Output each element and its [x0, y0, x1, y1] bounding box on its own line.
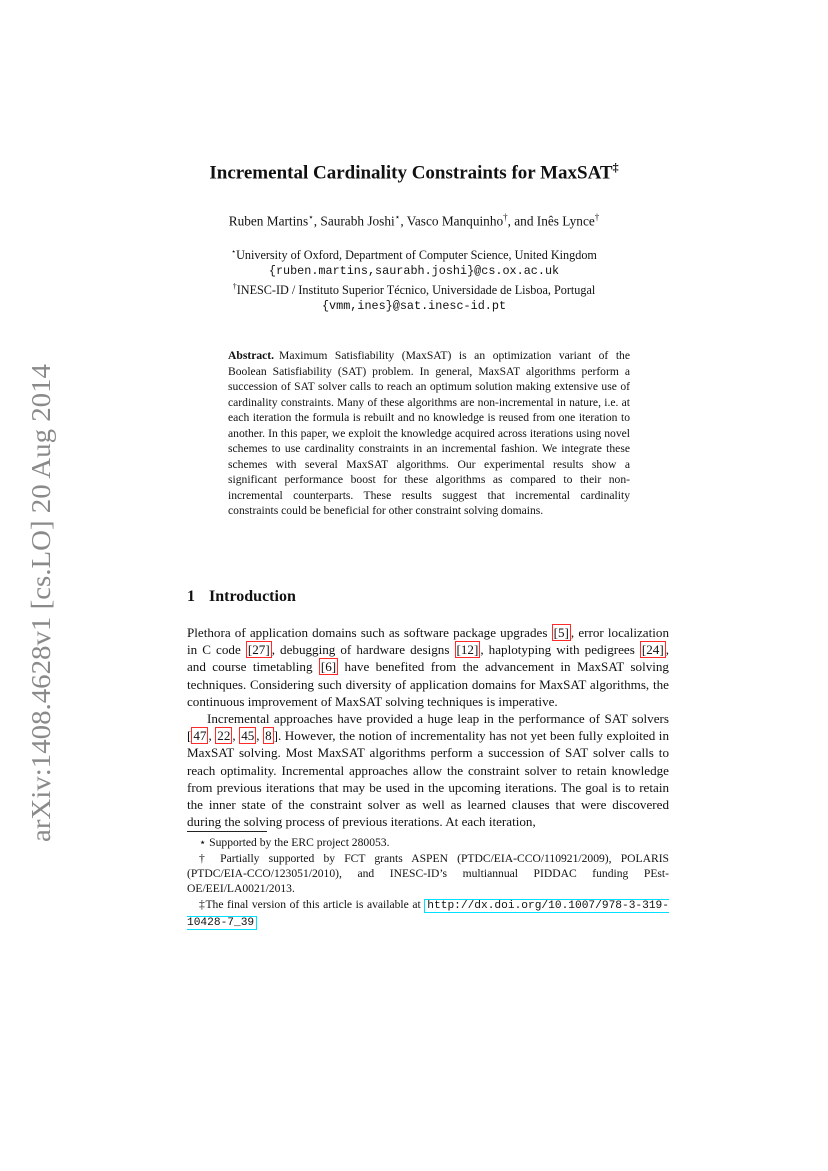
citation-link[interactable]: [5]: [553, 625, 569, 640]
abstract-text: Maximum Satisfiability (MaxSAT) is an optimization variant of the Boolean Satisfiability (SAT) problem. In general, MaxSAT algorithms perform a succession of SAT solver calls to reach an optimum solution making extensive use of cardinality constraints. Many of these algorithms are non-incremental in nature, i.e. at each iteration the formula is rebuilt and no knowledge is reused from one iteration to another. In this paper, we exploit the knowledge acquired across iterations using novel schemes to use cardinality constraints in an incremental fashion. We integrate these schemes with several MaxSAT algorithms. Our experimental results show a significant performance boost for these algorithms as compared to their non-incremental counterparts. These results suggest that incremental cardinality constraints could be beneficial for other constraint solving domains.: [228, 349, 630, 517]
affiliation-line: [140, 279, 688, 298]
arxiv-stamp: [20, 362, 60, 842]
citation-link[interactable]: [6]: [320, 659, 337, 675]
footnote-rule: [187, 831, 267, 832]
footnote-mark: ⋆: [199, 836, 207, 849]
text-run: ,: [232, 728, 240, 744]
section-number: 1: [187, 588, 195, 605]
affiliation-mark: ⋆: [231, 247, 237, 256]
footnotes: [187, 835, 669, 932]
text-run: have benefited from the advancement in MaxSAT solving techniques. Considering such diversity of application domains for MaxSAT algorithms, the continuous improvement of MaxSAT solving techniques is imperative.: [187, 659, 669, 709]
text-run: ,: [208, 728, 216, 744]
affiliation-line: [140, 244, 688, 263]
author-name: Inês Lynce: [536, 213, 595, 229]
abstract-label: Abstract.: [228, 349, 275, 362]
title-footnote-mark: ‡: [612, 160, 619, 174]
citation-link[interactable]: 8: [265, 728, 272, 744]
footnote: [187, 851, 669, 896]
author-name: Vasco Manquinho: [406, 213, 504, 229]
citation-link[interactable]: 45: [241, 728, 255, 744]
paragraph: [187, 624, 669, 710]
title-text: Incremental Cardinality Constraints for MaxSAT: [209, 162, 613, 184]
author-name: Ruben Martins: [228, 213, 309, 229]
affiliations: [140, 244, 688, 314]
affiliation-text: INESC-ID / Instituto Superior Técnico, Universidade de Lisboa, Portugal: [236, 283, 596, 298]
citation-link[interactable]: [24]: [641, 642, 664, 658]
text-run: , debugging of hardware designs: [271, 642, 455, 658]
citation-link[interactable]: 47: [193, 728, 207, 744]
text-run: ,: [256, 728, 264, 744]
author-mark: ⋆: [394, 212, 401, 222]
footnote-text: Partially supported by FCT grants ASPEN (PTDC/EIA-CCO/110921/2009), POLARIS (PTDC/EIA-CCO/123051/2010), and INESC-ID’s multiannual PIDDAC funding PEst-OE/EEI/LA0021/2013.: [187, 852, 670, 895]
text-run: , error localization in C code: [187, 625, 669, 658]
footnote-mark: †: [199, 852, 212, 865]
affiliation-email: {vmm,ines}@sat.inesc-id.pt: [321, 299, 507, 314]
affiliation-mark: †: [232, 282, 237, 292]
author-mark: †: [594, 212, 600, 222]
citation-link[interactable]: 22: [217, 728, 231, 744]
text-run: Plethora of application domains such as software package upgrades: [187, 625, 552, 640]
text-run: Incremental approaches have provided a huge leap in the performance of SAT solvers [: [187, 711, 669, 744]
author-name: Saurabh Joshi: [320, 213, 395, 229]
intro-body: [187, 624, 669, 830]
affiliation-email: {ruben.martins,saurabh.joshi}@cs.ox.ac.uk: [268, 264, 560, 279]
paragraph: [187, 710, 669, 830]
footnote-text: Supported by the ERC project 280053.: [206, 836, 390, 849]
citation-link[interactable]: [27]: [247, 642, 270, 658]
footnote: [187, 897, 669, 931]
arxiv-id: arXiv:1408.4628v1 [cs.LO] 20 Aug 2014: [26, 395, 56, 842]
footnote-text: The final version of this article is available at: [205, 898, 425, 911]
section-title: Introduction: [209, 588, 296, 605]
abstract: [228, 348, 630, 519]
citation-link[interactable]: [12]: [456, 642, 479, 658]
footnote-mark: ‡: [199, 898, 206, 911]
author-mark: †: [503, 212, 508, 222]
doi-link[interactable]: http://dx.doi.org/10.1007/978-3-319-10428-7_39: [187, 900, 669, 929]
section-heading: [187, 588, 296, 606]
text-run: , haplotyping with pedigrees: [480, 642, 640, 658]
text-run: ]. However, the notion of incrementality has not yet been fully exploited in MaxSAT solving. Most MaxSAT algorithms perform a succession of SAT solver calls to reach optimality. Incremental approaches allow the constraint solver to retain knowledge from previous iterations that may be used in the upcoming iterations. The goal is to retain the inner state of the constraint solver as well as learned clauses that were discovered during the solving process of previous iterations. At each iteration,: [187, 728, 669, 830]
footnote: [187, 835, 669, 850]
author-list: Ruben Martins⋆, Saurabh Joshi⋆, Vasco Manquinho†, and Inês Lynce†: [228, 212, 600, 229]
author-mark: ⋆: [308, 212, 314, 222]
affiliation-text: University of Oxford, Department of Computer Science, United Kingdom: [236, 248, 597, 263]
paper-title: [140, 160, 688, 184]
text-run: , and course timetabling: [187, 642, 669, 675]
